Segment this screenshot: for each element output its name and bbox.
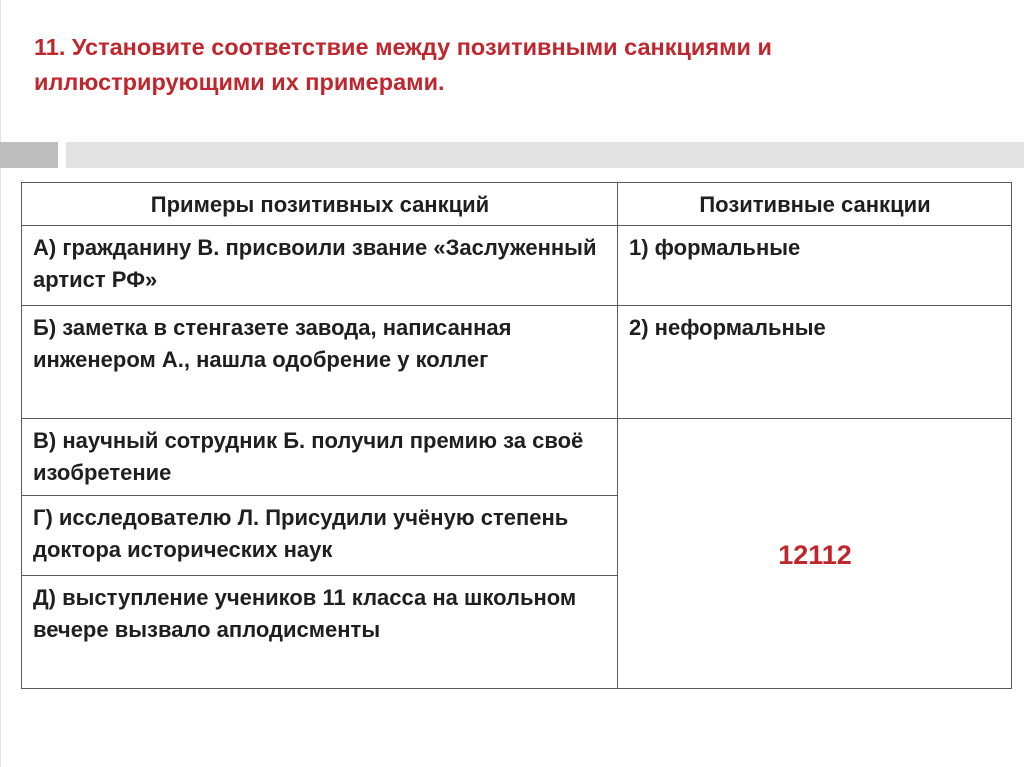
example-d: Д) выступление учеников 11 класса на школьном вечере вызвало аплодисменты: [22, 576, 618, 689]
col1-header: Примеры позитивных санкций: [22, 183, 618, 226]
example-a: А) гражданину В. присвоили звание «Заслуженный артист РФ»: [22, 226, 618, 306]
answer-value: 12112: [618, 419, 1012, 689]
decor-bar-left: [0, 142, 58, 168]
decor-bar-right: [66, 142, 1024, 168]
slide-edge-line: [0, 0, 1, 767]
example-v: В) научный сотрудник Б. получил премию за своё изобретение: [22, 419, 618, 496]
question-title: 11. Установите соответствие между позитивными санкциями и иллюстрирующими их примерами.: [34, 34, 772, 95]
sanction-2: 2) неформальные: [618, 306, 1012, 419]
example-g: Г) исследователю Л. Присудили учёную степень доктора исторических наук: [22, 496, 618, 576]
table-row: [22, 226, 1012, 306]
col2-header: Позитивные санкции: [618, 183, 1012, 226]
table-header-row: [22, 183, 1012, 226]
example-b: Б) заметка в стенгазете завода, написанная инженером А., нашла одобрение у коллег: [22, 306, 618, 419]
sanction-1: 1) формальные: [618, 226, 1012, 306]
table-row: [22, 306, 1012, 419]
matching-table: [21, 182, 1012, 689]
table-row: [22, 419, 1012, 496]
